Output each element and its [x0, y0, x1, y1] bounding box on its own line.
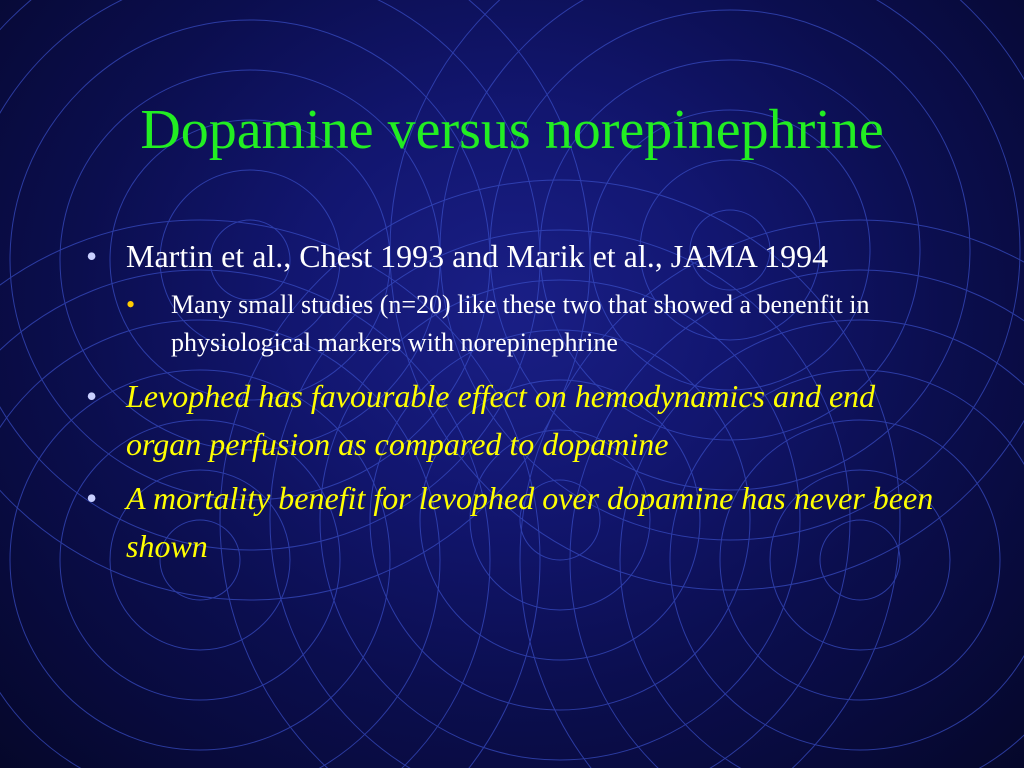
slide-body: [86, 232, 946, 576]
bullet-mark: •: [86, 480, 98, 516]
bullet-2-text: Levophed has favourable effect on hemodynamics and end organ perfusion as compared to dopamine: [126, 378, 876, 462]
bullet-2: [86, 372, 946, 468]
sub-bullet-mark: •: [126, 290, 136, 319]
bullet-mark: •: [86, 378, 98, 414]
bullet-1-text: Martin et al., Chest 1993 and Marik et al., JAMA 1994: [126, 238, 829, 274]
bullet-3-text: A mortality benefit for levophed over dopamine has never been shown: [126, 480, 934, 564]
sub-bullet-1: [126, 286, 946, 362]
sub-bullet-1-text: Many small studies (n=20) like these two that showed a benenfit in physiological markers with norepinephrine: [171, 290, 870, 357]
bullet-mark: •: [86, 238, 98, 274]
bullet-1: [86, 232, 946, 280]
bullet-3: [86, 474, 946, 570]
slide-title: Dopamine versus norepinephrine: [140, 99, 884, 161]
